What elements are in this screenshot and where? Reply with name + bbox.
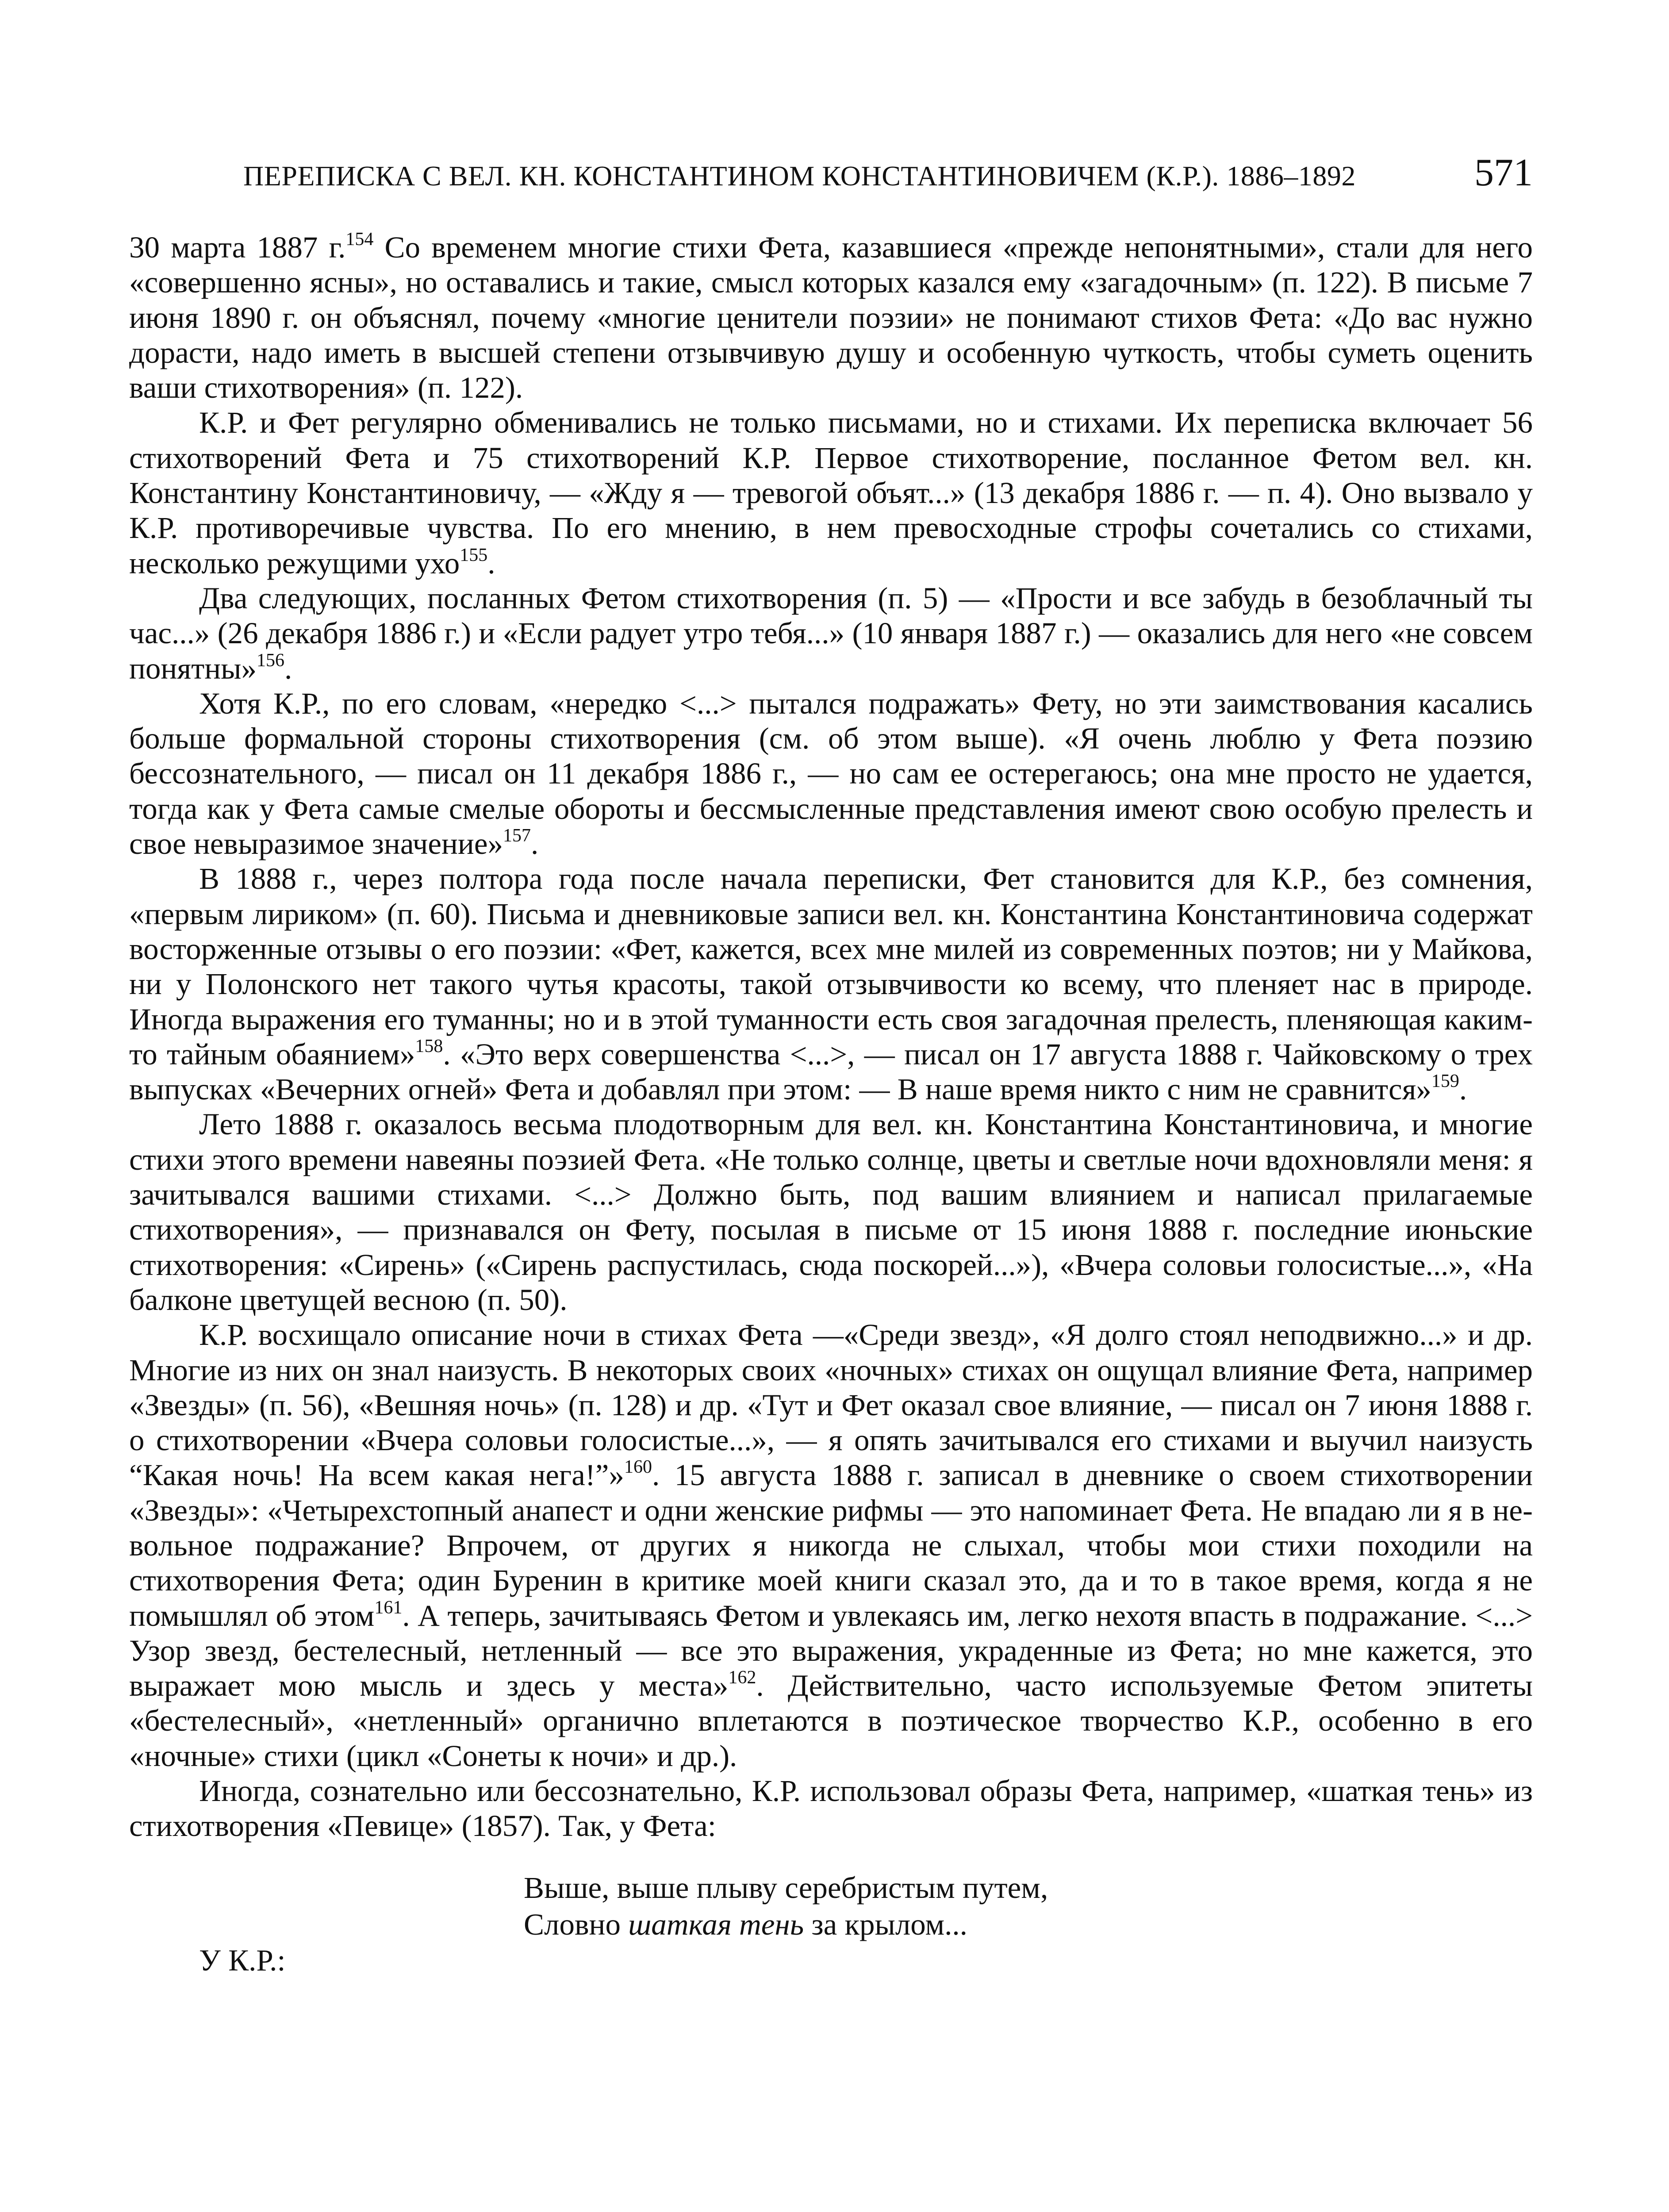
paragraph-6: Лето 1888 г. оказалось весьма плодотворным для вел. кн. Константина Константиновича, и многие стихи этого времени навеяны поэзией Фета. «Не только солнце, цветы и светлые ночи вдохновляли меня: я зачитывался вашими стихами. <...> Должно быть, под вашим влиянием и написал прилагаемые стихотворения», — признавался он Фету, посылая в письме от 15 июня 1888 г. последние июньские стихотворения: «Сирень» («Сирень распустилась, сюда поскорей...»), «Вчера соловьи голосистые...», «На балконе цветущей весною (п. 50). [129,1107,1533,1317]
footnote-ref: 162 [728,1667,756,1688]
footnote-ref: 155 [460,545,488,565]
running-head [243,150,1533,195]
page-number: 571 [1474,151,1533,194]
paragraph-4: Хотя К.Р., по его словам, «нередко <...> пытался подражать» Фету, но эти заимствования касались больше формальной стороны стихотворения (см. об этом выше). «Я очень люблю у Фета поэзию бессознательного, — писал он 11 декабря 1886 г., — но сам ее остерегаюсь; она мне просто не удается, тогда как у Фета самые смелые обороты и бессмысленные представления имеют свою особую прелесть и свое невыразимое значение»$^{157}$. [129,686,1533,861]
footnote-ref: 154 [345,229,374,250]
footnote-ref: 160 [624,1457,652,1478]
paragraph-2: К.Р. и Фет регулярно обменивались не только письмами, но и стихами. Их переписка включает 56 стихотворений Фета и 75 стихотворений К.Р. Первое стихотворение, посланное Фетом вел. кн. Константину Константиновичу, — «Жду я — тревогой объят...» (13 декабря 1886 г. — п. 4). Оно вызвало у К.Р. противоречивые чувства. По его мнению, в нем превосходные строфы сочетались со стихами, несколько режущими ухо$^{155}$. [129,406,1533,580]
closing-line: У К.Р.: [199,1943,286,1977]
body-text [129,230,1533,1978]
verse-line-1: Выше, выше плыву серебристым путем, [524,1870,1048,1905]
paragraph-5: В 1888 г., через полтора года после начала переписки, Фет становится для К.Р., без сомнения, «первым лириком» (п. 60). Письма и дневниковые записи вел. кн. Константина Константиновича содержат восторженные отзывы о его поэзии: «Фет, кажется, всех мне милей из современных поэтов; ни у Майкова, ни у Полонского нет такого чутья красоты, такой отзывчивости ко всему, что пленяет нас в природе. Иногда выражения его туманны; но и в этой туманности есть своя загадочная прелесть, пленяющая каким-то тайным обаянием»$^{158}$. «Это верх совершенства <...>, — писал он 17 августа 1888 г. Чайковскому о трех выпусках «Вечерних огней» Фета и добавлял при этом: — В наше время никто с ним не сравнится»$^{159}$. [129,862,1533,1106]
footnote-ref: 159 [1431,1071,1459,1092]
running-head-title: ПЕРЕПИСКА С ВЕЛ. КН. КОНСТАНТИНОМ КОНСТАНТИНОВИЧЕМ (К.Р.). 1886–1892 [243,160,1356,192]
verse-quote [129,1870,1533,1943]
paragraph-8: Иногда, сознательно или бессознательно, К.Р. использовал образы Фета, например, «шаткая тень» из стихотворения «Певице» (1857). Так, у Фета: [129,1774,1533,1843]
paragraph-7: К.Р. восхищало описание ночи в стихах Фета —«Среди звезд», «Я долго стоял неподвижно...» и др. Многие из них он знал наизусть. В некоторых своих «ночных» стихах он ощущал влияние Фета, например «Звезды» (п. 56), «Вешняя ночь» (п. 128) и др. «Тут и Фет оказал свое влияние, — писал он 7 июня 1888 г. о стихотворении «Вчера соловьи голосистые...», — я опять зачитывался его стихами и выучил наизусть “Какая ночь! На всем какая нега!”»$^{160}$. 15 августа 1888 г. записал в дневнике о своем стихотворении «Звезды»: «Четырехстопный анапест и одни женские рифмы — это напоминает Фета. Не впадаю ли я в невольное подражание? Впрочем, от других я никогда не слыхал, чтобы мои стихи походили на стихотворения Фета; один Буренин в критике моей книги сказал это, да и то в такое время, когда я не помышлял об этом$^{161}$. А теперь, зачитываясь Фетом и увлекаясь им, легко нехотя впасть в подражание. <...> Узор звезд, бестелесный, нетленный — все это выражения, украденные из Фета; но мне кажется, это выражает мою мысль и здесь у места»$^{162}$. Действительно, часто используемые Фетом эпитеты «бестелесный», «нетленный» органично вплетаются в поэтическое творчество К.Р., особенно в его «ночные» стихи (цикл «Сонеты к ночи» и др.). [129,1318,1533,1773]
footnote-ref: 157 [503,826,531,846]
footnote-ref: 158 [415,1036,443,1056]
paragraph-3: Два следующих, посланных Фетом стихотворения (п. 5) — «Прости и все забудь в безоблачный ты час...» (26 декабря 1886 г.) и «Если радует утро тебя...» (10 января 1887 г.) — оказались для него «не совсем понятны»$^{156}$. [129,581,1533,685]
paragraph-1: 30 марта 1887 г.$^{154}$ Со временем многие стихи Фета, казавшиеся «прежде непонятными», стали для него «совершенно ясны», но оставались и такие, смысл которых казался ему «загадочным» (п. 122). В письме 7 июня 1890 г. он объяснял, почему «многие ценители поэзии» не понимают стихов Фета: «До вас нужно дорасти, надо иметь в высшей степени отзывчивую душу и особенную чуткость, чтобы суметь оценить ваши стихотворения» (п. 122). [129,229,1533,405]
footnote-ref: 156 [257,650,285,671]
footnote-ref: 161 [374,1597,403,1618]
verse-italic: шаткая тень [628,1907,804,1941]
verse-line-2: Словно шаткая тень за крылом... [524,1907,967,1941]
